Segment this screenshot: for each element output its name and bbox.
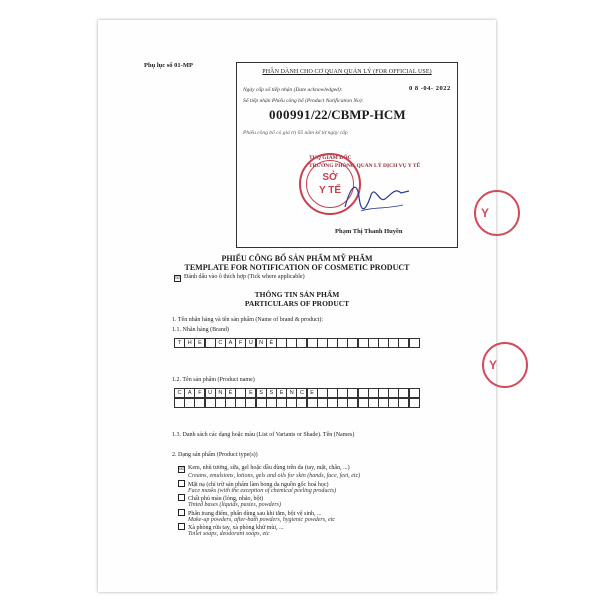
letter-cell: E: [194, 338, 205, 348]
handwritten-signature: [341, 177, 413, 219]
letter-cell: C: [296, 388, 307, 398]
product-type-option[interactable]: [178, 494, 478, 508]
letter-cell: U: [245, 338, 256, 348]
letter-cell: [409, 398, 420, 408]
letter-cell: T: [174, 338, 185, 348]
letter-cell: E: [245, 388, 256, 398]
product-type-option[interactable]: [178, 480, 478, 494]
question-1: 1. Tên nhãn hàng và tên sản phẩm (Name of brand & product):: [172, 317, 324, 323]
seal-text-2: Y TẾ: [318, 185, 342, 196]
notification-number: [269, 107, 406, 123]
letter-cell: C: [174, 388, 185, 398]
checkbox-icon[interactable]: [178, 509, 185, 516]
product-type-en: Creams, emulsions, lotions, gels and oils for skin (hands, face, feet, etc): [188, 473, 361, 479]
product-type-vn: Phấn trang điểm, phấn dùng sau khi tắm, bột vệ sinh, ...: [188, 510, 322, 517]
product-type-option[interactable]: [178, 523, 478, 537]
product-type-en: Make-up powders, after-bath powders, hygienic powders, etc: [188, 516, 336, 523]
product-type-vn: Chất phủ màu (lỏng, nhão, bột): [188, 496, 264, 502]
product-type-list: [178, 465, 478, 538]
letter-cell: A: [225, 338, 236, 348]
question-1-2-product-name: 1.2. Tên sản phẩm (Product name): [172, 377, 255, 383]
product-type-vn: Xà phòng rửa tay, xà phòng khử mùi, ...: [188, 525, 284, 531]
notification-number-handwritten: 000991: [269, 107, 311, 122]
adjacent-page-stamp: Y: [482, 342, 528, 388]
letter-cell: S: [266, 388, 277, 398]
letter-cell: N: [286, 388, 297, 398]
question-1-1-brand: 1.1. Nhãn hàng (Brand): [172, 327, 229, 333]
notification-number-label: Số tiếp nhận Phiếu công bố (Product Notification No):: [243, 98, 364, 104]
section-title-vn: THÔNG TIN SẢN PHẨM: [254, 290, 340, 299]
product-type-vn: Mặt nạ (chỉ trừ sản phẩm làm bong da nguồn gốc hoá học): [188, 481, 329, 488]
document-page: [98, 20, 496, 592]
letter-cell: S: [256, 388, 267, 398]
validity-note: Phiếu công bố có giá trị 05 năm kể từ ngày cấp: [243, 130, 348, 136]
letter-cell: E: [307, 388, 318, 398]
product-name-grid-row-1: [174, 388, 419, 398]
document-title-vn: PHIẾU CÔNG BỐ SẢN PHẨM MỸ PHẨM: [221, 254, 373, 263]
checkbox-icon[interactable]: [178, 523, 185, 530]
product-type-option[interactable]: [178, 465, 478, 479]
document-title-en: TEMPLATE FOR NOTIFICATION OF COSMETIC PRODUCT: [184, 263, 410, 272]
letter-cell: [409, 338, 420, 348]
product-type-en: Face masks (with the exception of chemical peeling products): [188, 487, 337, 494]
letter-cell: U: [205, 388, 216, 398]
appendix-label: Phụ lục số 01-MP: [144, 62, 193, 69]
signer-title-1: TUQ GIÁM ĐỐC: [309, 155, 352, 161]
official-use-box: [236, 62, 458, 248]
question-1-3-variants: 1.3. Danh sách các dạng hoặc màu (List of Variants or Shade). Tên (Names): [172, 432, 355, 438]
question-2-product-type: 2. Dạng sản phẩm (Product type(s)): [172, 452, 258, 458]
official-box-heading: PHẦN DÀNH CHO CƠ QUAN QUẢN LÝ (FOR OFFICIAL USE): [262, 69, 432, 75]
letter-cell: H: [184, 338, 195, 348]
letter-cell: É: [225, 388, 236, 398]
letter-cell: A: [184, 388, 195, 398]
letter-cell: N: [256, 338, 267, 348]
seal-text-1: SỞ: [322, 172, 338, 183]
product-name-grid-row-2: [174, 398, 419, 408]
product-type-vn: Kem, nhũ tương, sữa, gel hoặc dầu dùng trên da (tay, mặt, chân, ...): [188, 465, 350, 471]
product-type-en: Tinted bases (liquids, pastes, powders): [188, 502, 282, 508]
date-acknowledged-label: Ngày cấp số tiếp nhận (Date acknowledged):: [243, 87, 343, 93]
checkbox-icon[interactable]: [178, 480, 185, 487]
tick-note-text: Đánh dấu vào ô thích hợp (Tick where applicable): [184, 274, 305, 280]
checkbox-icon[interactable]: ☒: [179, 467, 184, 472]
brand-letter-grid: [174, 338, 419, 348]
section-title-en: PARTICULARS OF PRODUCT: [244, 299, 350, 308]
checked-checkbox-icon: ☒: [175, 276, 180, 281]
product-type-option[interactable]: [178, 509, 478, 523]
letter-cell: F: [235, 338, 246, 348]
letter-cell: N: [215, 388, 226, 398]
checkbox-icon[interactable]: [178, 494, 185, 501]
product-type-en: Toilet soaps, deodorant soaps, etc: [188, 531, 270, 537]
signer-name: Phạm Thị Thanh Huyền: [335, 228, 403, 235]
letter-cell: E: [276, 388, 287, 398]
signer-title-2: TRƯỞNG PHÒNG QUẢN LÝ DỊCH VỤ Y TẾ: [309, 163, 421, 169]
letter-cell: [409, 388, 420, 398]
tick-note: [174, 274, 305, 282]
notification-number-suffix: /22/CBMP-HCM: [311, 107, 406, 122]
letter-cell: F: [194, 388, 205, 398]
adjacent-page-stamp: Y: [474, 190, 520, 236]
letter-cell: É: [266, 338, 277, 348]
date-acknowledged-value: 0 8 -04- 2022: [409, 85, 451, 92]
letter-cell: C: [215, 338, 226, 348]
